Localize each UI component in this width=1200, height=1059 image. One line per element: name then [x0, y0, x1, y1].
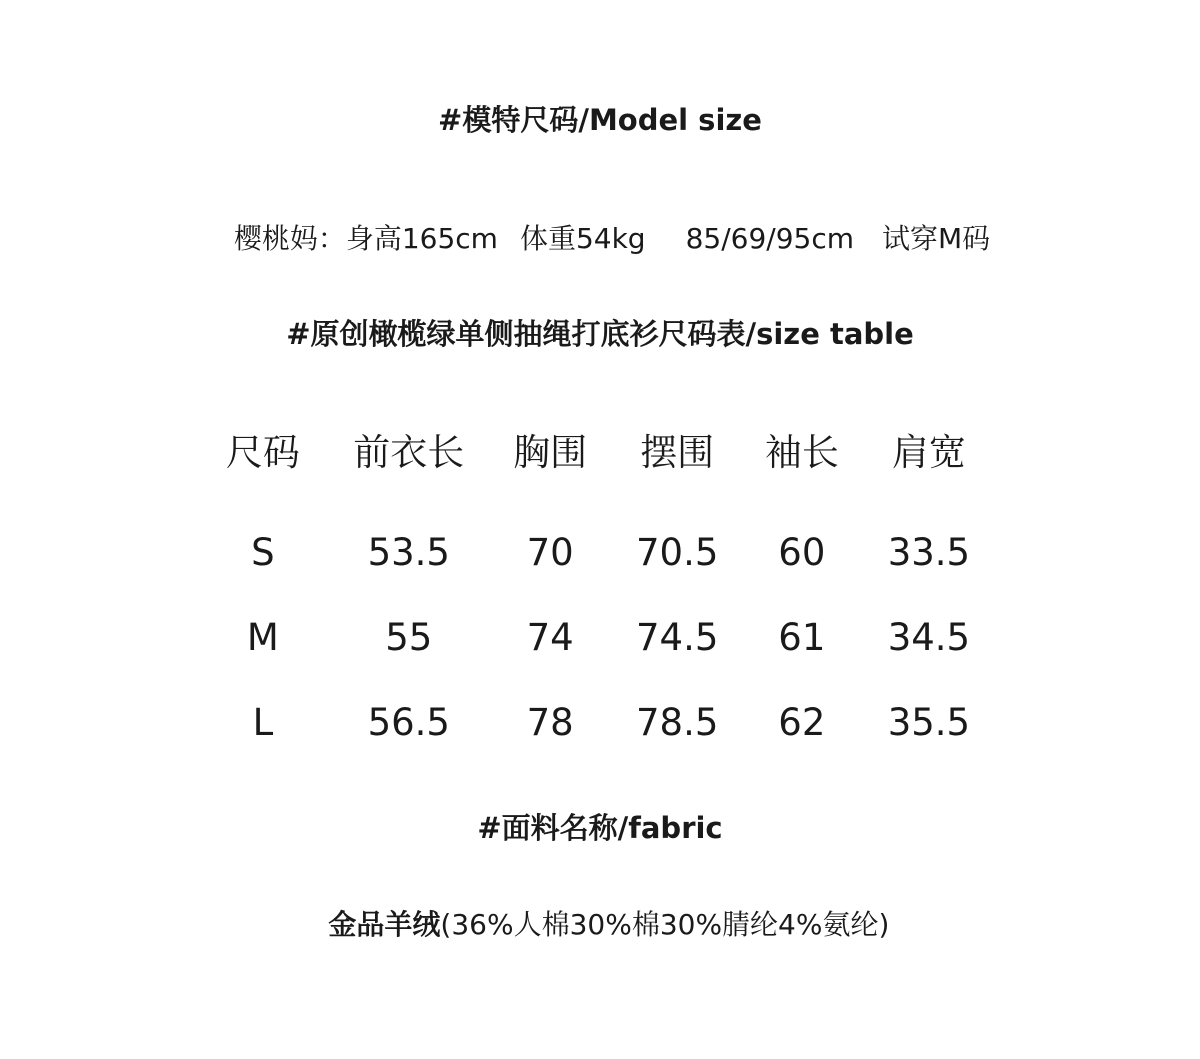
table-row: [200, 680, 1000, 765]
table-row: [200, 488, 1000, 595]
fabric-heading: #面料名称/fabric: [477, 811, 723, 845]
model-size-heading: #模特尺码/Model size: [438, 103, 762, 137]
model-measurements: 85/69/95cm: [685, 222, 855, 255]
column-header-hem: 摆围: [640, 431, 715, 474]
cell-chest: 78: [526, 701, 574, 744]
cell-hem: 74.5: [636, 616, 719, 659]
cell-chest: 70: [526, 531, 574, 574]
cell-size: S: [251, 531, 275, 574]
cell-hem: 78.5: [636, 701, 719, 744]
column-header-front-length: 前衣长: [353, 431, 465, 474]
cell-sleeve-length: 60: [778, 531, 826, 574]
size-table-heading: #原创橄榄绿单侧抽绳打底衫尺码表/size table: [286, 317, 914, 351]
size-table: [200, 410, 1000, 765]
cell-chest: 74: [526, 616, 574, 659]
fabric-name: 金品羊绒: [328, 908, 441, 941]
cell-size: L: [252, 701, 274, 744]
cell-sleeve-length: 61: [778, 616, 826, 659]
model-trial-size: 试穿M码: [882, 222, 991, 255]
model-height: 身高165cm: [345, 222, 498, 255]
cell-shoulder-width: 35.5: [887, 701, 971, 744]
column-header-sleeve-length: 袖长: [764, 431, 839, 474]
cell-front-length: 53.5: [367, 531, 450, 574]
model-info-line: [216, 184, 990, 257]
cell-front-length: 55: [385, 616, 433, 659]
fabric-info-line: [0, 870, 1200, 943]
column-header-shoulder-width: 肩宽: [891, 431, 966, 474]
table-row: [200, 595, 1000, 680]
column-header-size: 尺码: [225, 431, 300, 474]
column-header-chest: 胸围: [513, 431, 588, 474]
model-weight: 体重54kg: [519, 222, 646, 255]
cell-shoulder-width: 34.5: [887, 616, 971, 659]
fabric-composition: (36%人棉30%棉30%腈纶4%氨纶): [440, 908, 890, 941]
size-table-header-row: [200, 410, 1000, 488]
cell-hem: 70.5: [636, 531, 719, 574]
model-name: 樱桃妈：: [233, 222, 346, 255]
cell-size: M: [246, 616, 279, 659]
cell-front-length: 56.5: [367, 701, 450, 744]
cell-sleeve-length: 62: [778, 701, 826, 744]
cell-shoulder-width: 33.5: [887, 531, 971, 574]
